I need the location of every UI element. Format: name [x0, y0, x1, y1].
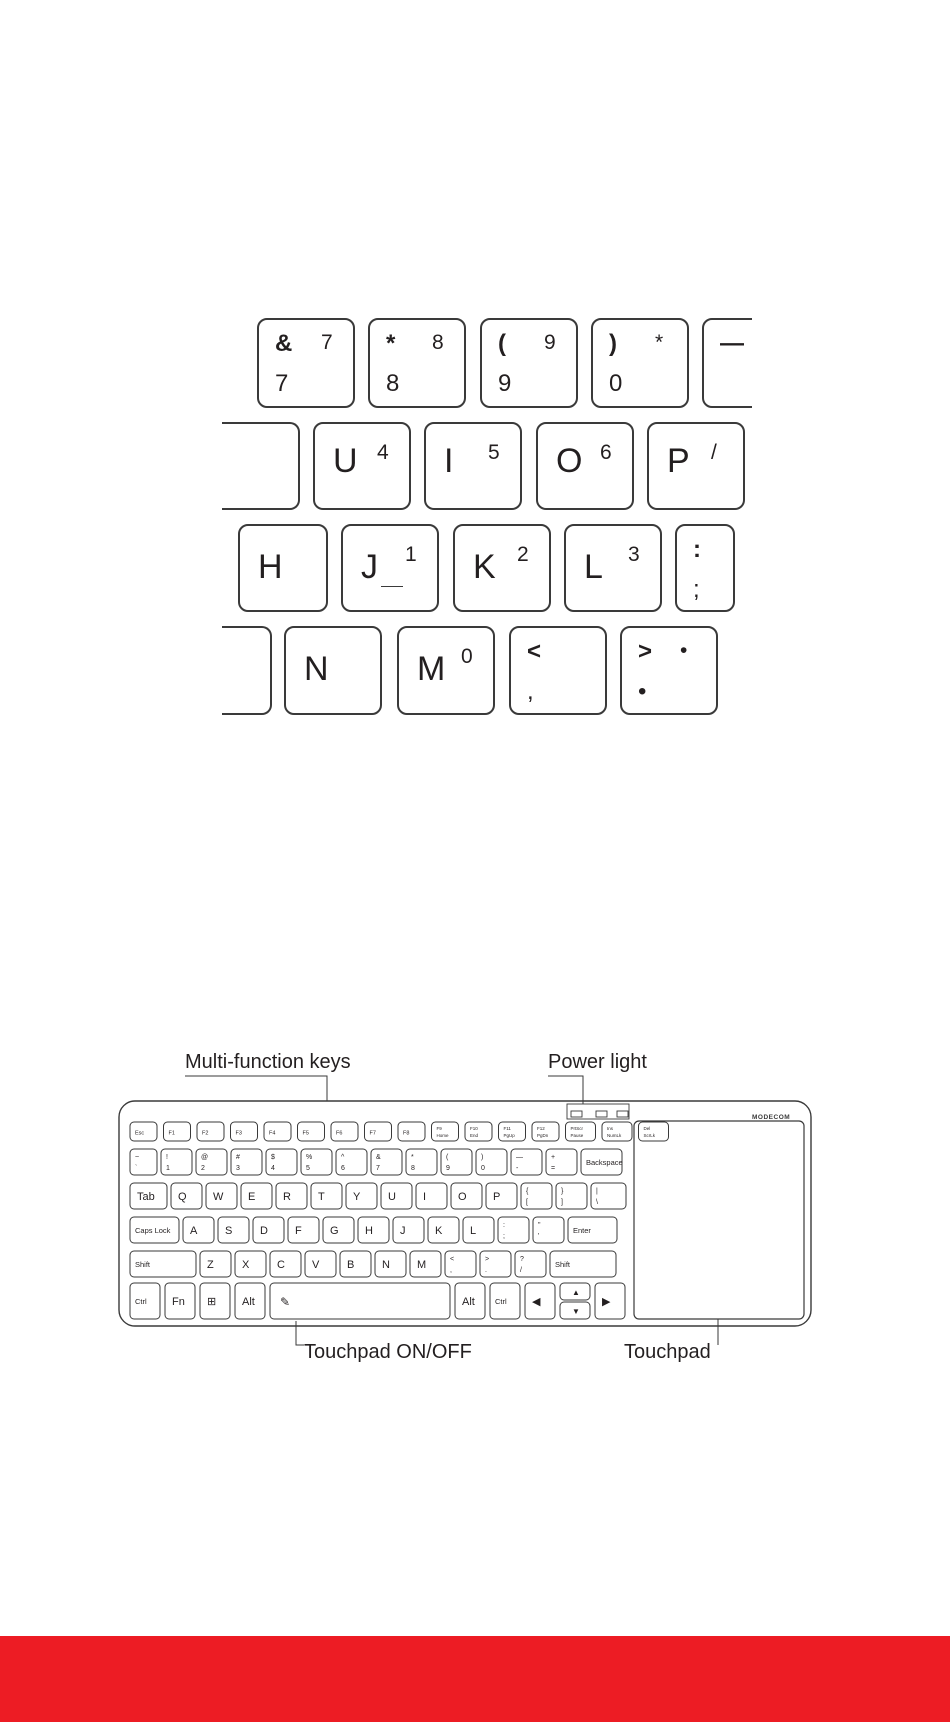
- key-label: 2: [201, 1165, 205, 1172]
- zoom-key-bottom: 9: [498, 370, 512, 397]
- keyboard-key: [432, 1122, 459, 1141]
- key-label: Alt: [462, 1296, 475, 1308]
- key-label: P: [493, 1191, 501, 1203]
- key-label: 0: [481, 1165, 485, 1172]
- key-label: >: [485, 1256, 490, 1263]
- key-label: Shift: [555, 1260, 571, 1269]
- key-label: =: [551, 1165, 556, 1172]
- keyboard-key: [428, 1217, 459, 1243]
- callout-touchpad: Touchpad: [624, 1341, 711, 1363]
- key-label: K: [435, 1225, 443, 1237]
- keyboard-key: [532, 1122, 559, 1141]
- touchpad-toggle-icon: ✎: [280, 1295, 291, 1309]
- key-label: U: [388, 1191, 396, 1203]
- key-label: #: [236, 1154, 240, 1161]
- zoom-key-top: *: [386, 330, 396, 357]
- zoom-key-main: I: [444, 442, 454, 480]
- zoom-key-bottom: 8: [386, 370, 400, 397]
- key-label: R: [283, 1191, 291, 1203]
- key-label: .: [485, 1267, 487, 1274]
- key-label: ~: [135, 1154, 140, 1161]
- power-indicator: [596, 1111, 607, 1117]
- key-label: $: [271, 1154, 275, 1161]
- key-label: 4: [271, 1165, 275, 1172]
- key-label: &: [376, 1154, 381, 1161]
- key-label: 8: [411, 1165, 415, 1172]
- key-label: Enter: [573, 1226, 591, 1235]
- key-label: Caps Lock: [135, 1226, 171, 1235]
- key-label: F11: [503, 1126, 511, 1131]
- key-label: ^: [341, 1154, 345, 1161]
- key-label: B: [347, 1259, 355, 1271]
- key-label: X: [242, 1259, 250, 1271]
- zoom-key-top: (: [498, 330, 506, 357]
- key-label: 7: [376, 1165, 380, 1172]
- key-label: S: [225, 1225, 233, 1237]
- keyboard-key: [253, 1217, 284, 1243]
- key-label: O: [458, 1191, 467, 1203]
- key-label: %: [306, 1154, 313, 1161]
- keyboard-key: [183, 1217, 214, 1243]
- key-label: +: [551, 1154, 556, 1161]
- key-label: F12: [537, 1126, 545, 1131]
- key-label: M: [417, 1259, 427, 1271]
- key-label: ?: [520, 1256, 524, 1263]
- key-label: ,: [450, 1267, 452, 1274]
- zoom-key-sub: 9: [544, 331, 556, 354]
- key-label: {: [526, 1188, 529, 1195]
- key-label: H: [365, 1225, 373, 1237]
- zoom-key-main: P: [667, 442, 690, 480]
- key-label: Alt: [242, 1296, 255, 1308]
- key-label: 9: [446, 1165, 450, 1172]
- key-label: ScrLk: [643, 1133, 656, 1138]
- keyboard-key: [276, 1183, 307, 1209]
- keyboard-key: [340, 1251, 371, 1277]
- zoom-key-sub: 2: [517, 543, 529, 566]
- zoom-key-main: L: [584, 548, 603, 586]
- key-label: —: [516, 1154, 523, 1161]
- key-label: PgUp: [503, 1133, 515, 1138]
- zoom-key-sub: 7: [321, 331, 333, 354]
- keyboard-key: [381, 1183, 412, 1209]
- key-label: F9: [436, 1126, 442, 1131]
- zoom-key-sub: 4: [377, 441, 389, 464]
- key-label: ⊞: [207, 1296, 217, 1308]
- keyboard-key: [346, 1183, 377, 1209]
- keyboard-key: [235, 1251, 266, 1277]
- keyboard-key: [200, 1251, 231, 1277]
- keyboard-key: [375, 1251, 406, 1277]
- zoom-key-main: H: [258, 548, 283, 586]
- keyboard-key: [270, 1283, 450, 1319]
- key-label: F2: [202, 1130, 209, 1137]
- zoom-key-main: U: [333, 442, 358, 480]
- leader-power-light: [548, 1076, 583, 1104]
- key-label: Del: [643, 1126, 651, 1131]
- key-label: 1: [166, 1165, 170, 1172]
- keyboard-key: [270, 1251, 301, 1277]
- keyboard-key: [218, 1217, 249, 1243]
- key-label: F5: [302, 1130, 309, 1137]
- leader-touchpad-toggle: [296, 1321, 304, 1345]
- zoom-key-main: J: [361, 548, 378, 586]
- key-label: Esc: [135, 1130, 145, 1137]
- key-label: Home: [436, 1133, 449, 1138]
- key-label: ': [538, 1233, 540, 1240]
- zoom-key-sub: 0: [461, 645, 473, 668]
- keyboard-key: [241, 1183, 272, 1209]
- zoom-key-top: >: [638, 638, 653, 665]
- keyboard-key: [602, 1122, 632, 1141]
- keyboard-key: [463, 1217, 494, 1243]
- key-label: @: [201, 1154, 209, 1161]
- keyboard-key: [311, 1183, 342, 1209]
- key-label: Q: [178, 1191, 187, 1203]
- key-label: W: [213, 1191, 224, 1203]
- key-label: Shift: [135, 1260, 151, 1269]
- key-label: I: [423, 1191, 427, 1203]
- key-label: V: [312, 1259, 320, 1271]
- key-label: Y: [353, 1191, 361, 1203]
- key-label: |: [596, 1188, 598, 1195]
- key-label: `: [135, 1165, 138, 1172]
- key-label: E: [248, 1191, 256, 1203]
- key-label: }: [561, 1188, 564, 1195]
- key-label: F: [295, 1225, 302, 1237]
- key-label: Pause: [570, 1133, 584, 1138]
- key-label: ): [481, 1154, 484, 1161]
- zoom-key-main: M: [417, 650, 446, 688]
- keyboard-key: [393, 1217, 424, 1243]
- zoom-key-main: K: [473, 548, 496, 586]
- key-label: 5: [306, 1165, 310, 1172]
- zoom-key-sub: 3: [628, 543, 640, 566]
- keyboard-key: [416, 1183, 447, 1209]
- key-label: *: [411, 1154, 414, 1161]
- zoom-key-sub: •: [680, 639, 688, 662]
- key-label: Backspace: [586, 1158, 623, 1167]
- keyboard-key: [465, 1122, 492, 1141]
- key-label: End: [470, 1133, 479, 1138]
- key-label: Fn: [172, 1296, 185, 1308]
- key-label: C: [277, 1259, 285, 1271]
- key-label: -: [516, 1165, 519, 1172]
- key-label: (: [446, 1154, 449, 1161]
- key-label: ;: [503, 1233, 505, 1240]
- brand-logo: MODECOM: [752, 1114, 791, 1121]
- key-label: F3: [235, 1130, 242, 1137]
- key-label: ▼: [572, 1307, 580, 1316]
- key-label: 3: [236, 1165, 240, 1172]
- zoom-key-bottom: ;: [693, 576, 700, 603]
- power-indicator: [571, 1111, 582, 1117]
- key-label: NumLk: [607, 1133, 622, 1138]
- power-indicator: [617, 1111, 628, 1117]
- keyboard-key: [639, 1122, 669, 1141]
- zoom-key-sub: 1: [405, 543, 417, 566]
- key-label: \: [596, 1199, 598, 1206]
- key-label: ▶: [602, 1296, 611, 1308]
- key-label: G: [330, 1225, 339, 1237]
- callout-multi-function-keys: Multi-function keys: [185, 1051, 351, 1073]
- callout-touchpad-on-off: Touchpad ON/OFF: [304, 1341, 472, 1363]
- zoom-key-bottom: ,: [527, 678, 534, 705]
- zoom-key-top: <: [527, 638, 542, 665]
- key-label: D: [260, 1225, 268, 1237]
- zoom-key-bottom: 0: [609, 370, 623, 397]
- key-label: J: [400, 1225, 406, 1237]
- key-label: [: [526, 1199, 528, 1206]
- key-label: A: [190, 1225, 198, 1237]
- key-label: :: [503, 1222, 505, 1229]
- key-label: /: [520, 1267, 522, 1274]
- key-label: N: [382, 1259, 390, 1271]
- key-label: F6: [336, 1130, 343, 1137]
- key-label: F1: [168, 1130, 175, 1137]
- key-label: Ins: [607, 1126, 614, 1131]
- zoom-key-top: ): [609, 330, 617, 357]
- key-label: PrtScr: [570, 1126, 584, 1131]
- leader-multi-function: [185, 1076, 327, 1101]
- keyboard-key: [288, 1217, 319, 1243]
- key-label: ◀: [532, 1296, 541, 1308]
- zoom-key-top: &: [275, 330, 293, 357]
- keyboard-key: [305, 1251, 336, 1277]
- key-label: Ctrl: [135, 1297, 147, 1306]
- key-label: PgDn: [537, 1133, 549, 1138]
- footer-bar: [0, 1636, 950, 1722]
- zoom-key-main: N: [304, 650, 329, 688]
- zoom-key-top: —: [720, 330, 744, 357]
- zoom-key-sub: 6: [600, 441, 612, 464]
- key-label: <: [450, 1256, 455, 1263]
- key-label: 6: [341, 1165, 345, 1172]
- zoom-key-sub: 8: [432, 331, 444, 354]
- key-label: !: [166, 1154, 168, 1161]
- key-label: ": [538, 1222, 541, 1229]
- keyboard-key: [358, 1217, 389, 1243]
- callout-power-light: Power light: [548, 1051, 647, 1073]
- key-label: F10: [470, 1126, 478, 1131]
- keyboard-key: [486, 1183, 517, 1209]
- key-label: Tab: [137, 1191, 155, 1203]
- key-label: L: [470, 1225, 477, 1237]
- key-label: Ctrl: [495, 1297, 507, 1306]
- key-label: T: [318, 1191, 325, 1203]
- keyboard-key: [499, 1122, 526, 1141]
- key-label: F7: [369, 1130, 376, 1137]
- key-label: ]: [561, 1199, 563, 1206]
- zoom-key-sub: *: [655, 331, 664, 354]
- keyboard-key: [566, 1122, 596, 1141]
- key-label: Z: [207, 1259, 214, 1271]
- zoom-key-sub: /: [711, 441, 717, 464]
- zoom-key-sub: 5: [488, 441, 500, 464]
- key-label: F4: [269, 1130, 276, 1137]
- key-label: F8: [403, 1130, 410, 1137]
- zoom-key-top: :: [693, 536, 701, 563]
- touchpad-area: [634, 1121, 804, 1319]
- zoom-key-bottom: 7: [275, 370, 289, 397]
- zoom-key-bottom: •: [638, 678, 647, 705]
- zoom-key-main: O: [556, 442, 583, 480]
- key-label: ▲: [572, 1288, 580, 1297]
